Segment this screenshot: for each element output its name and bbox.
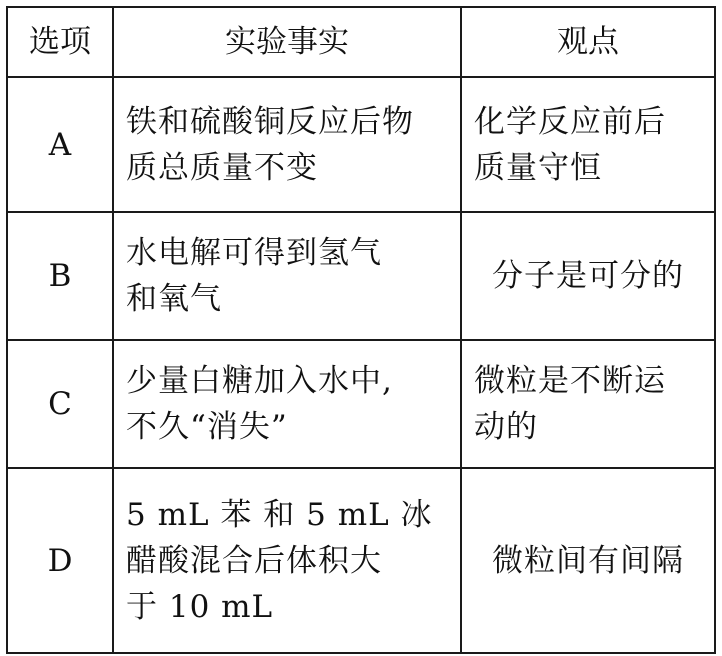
option-label: B — [7, 212, 113, 340]
view-cell — [461, 468, 715, 653]
table-row — [7, 468, 715, 653]
table-row — [7, 212, 715, 340]
fact-cell — [113, 340, 461, 468]
fact-line: 质总质量不变 — [126, 149, 318, 186]
fact-line: 和氧气 — [126, 281, 222, 317]
view-cell — [461, 212, 715, 340]
fact-line: 于 10 mL — [126, 588, 274, 625]
view-line: 质量守恒 — [474, 149, 602, 186]
view-cell — [461, 340, 715, 468]
view-line: 微粒是不断运 — [474, 363, 666, 399]
fact-line: 少量白糖加入水中, — [126, 363, 393, 399]
view-cell — [461, 77, 715, 212]
view-line: 微粒间有间隔 — [492, 542, 684, 579]
comparison-table — [6, 6, 716, 654]
table-row — [7, 77, 715, 212]
option-label: D — [7, 468, 113, 653]
table-row — [7, 340, 715, 468]
fact-line: 5 mL 苯 和 5 mL 冰 — [126, 496, 433, 533]
fact-cell — [113, 212, 461, 340]
view-line: 动的 — [474, 409, 538, 445]
option-label: A — [7, 77, 113, 212]
view-line: 分子是可分的 — [492, 258, 684, 294]
fact-line: 铁和硫酸铜反应后物 — [126, 103, 414, 140]
fact-line: 醋酸混合后体积大 — [126, 542, 382, 579]
fact-line: 不久“消失” — [126, 409, 288, 445]
fact-cell — [113, 468, 461, 653]
fact-cell — [113, 77, 461, 212]
header-fact: 实验事实 — [113, 7, 461, 77]
fact-line: 水电解可得到氢气 — [126, 235, 382, 271]
table-header-row — [7, 7, 715, 77]
option-label: C — [7, 340, 113, 468]
header-option: 选项 — [7, 7, 113, 77]
header-view: 观点 — [461, 7, 715, 77]
view-line: 化学反应前后 — [474, 103, 666, 140]
